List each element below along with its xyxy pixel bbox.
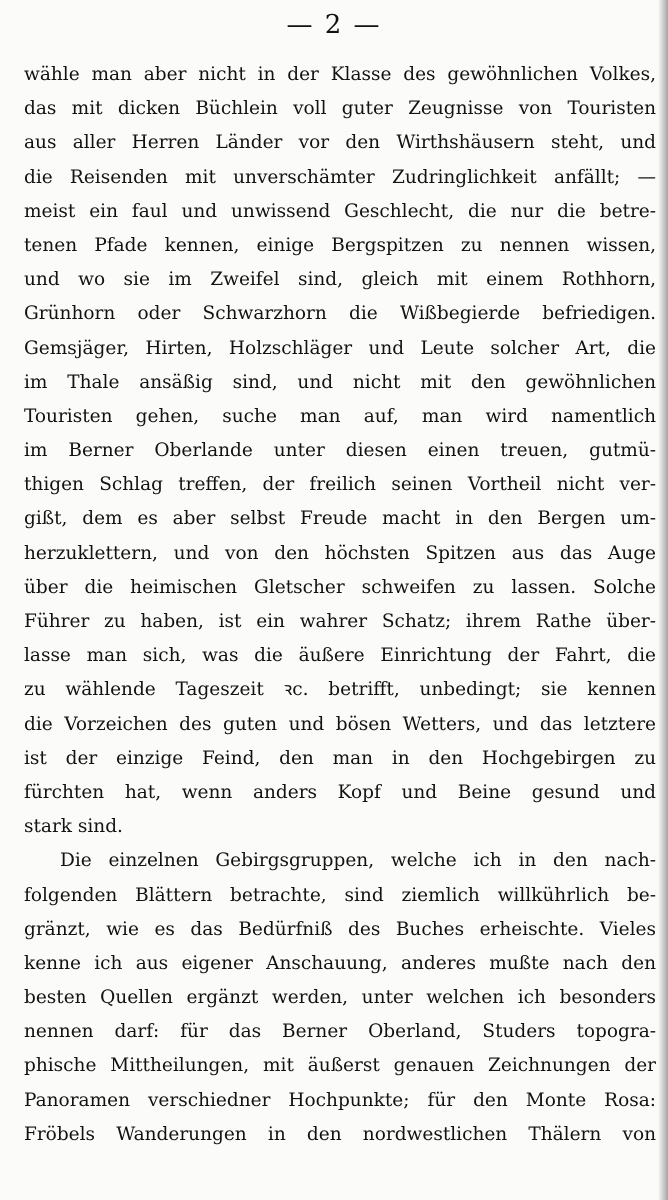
page-number: — 2 —: [286, 10, 382, 40]
text-line: die Reisenden mit unverschämter Zudringlichkeit anfällt; —: [24, 166, 656, 188]
page-edge-shadow: [658, 0, 668, 1200]
text-line: Gemsjäger, Hirten, Holzschläger und Leute solcher Art, die: [24, 337, 656, 359]
text-line: zu wählende Tageszeit ꝛc. betrifft, unbedingt; sie kennen: [24, 679, 656, 701]
text-line: besten Quellen ergänzt werden, unter welchen ich besonders: [24, 987, 656, 1009]
text-line: über die heimischen Gletscher schweifen zu lassen. Solche: [24, 576, 656, 598]
text-line: die Vorzeichen des guten und bösen Wetters, und das letztere: [24, 713, 656, 735]
text-line: Grünhorn oder Schwarzhorn die Wißbegierde befriedigen.: [24, 303, 656, 325]
paragraph-end-line: stark sind.: [24, 816, 123, 838]
text-line: Panoramen verschiedner Hochpunkte; für den Monte Rosa:: [24, 1089, 656, 1111]
text-line: herzuklettern, und von den höchsten Spitzen aus das Auge: [24, 542, 656, 564]
text-line: im Berner Oberlande unter diesen einen treuen, gutmü-: [24, 440, 656, 462]
text-line: kenne ich aus eigener Anschauung, anderes mußte nach den: [24, 952, 656, 974]
text-line: lasse man sich, was die äußere Einrichtung der Fahrt, die: [24, 645, 656, 667]
text-line: im Thale ansäßig sind, und nicht mit den gewöhnlichen: [24, 371, 656, 393]
text-line: ist der einzige Feind, den man in den Hochgebirgen zu: [24, 747, 656, 769]
text-line: thigen Schlag treffen, der freilich seinen Vortheil nicht ver-: [24, 474, 656, 496]
text-line: fürchten hat, wenn anders Kopf und Beine gesund und: [24, 781, 656, 803]
text-line: Fröbels Wanderungen in den nordwestlichen Thälern von: [24, 1123, 656, 1145]
text-line: nennen darf: für das Berner Oberland, Studers topogra-: [24, 1021, 656, 1043]
text-line: gränzt, wie es das Bedürfniß des Buches erheischte. Vieles: [24, 918, 656, 940]
text-line: Führer zu haben, ist ein wahrer Schatz; ihrem Rathe über-: [24, 611, 656, 632]
text-line: tenen Pfade kennen, einige Bergspitzen zu nennen wissen,: [24, 234, 656, 256]
text-line: und wo sie im Zweifel sind, gleich mit einem Rothhorn,: [24, 269, 656, 291]
text-line: meist ein faul und unwissend Geschlecht, die nur die betre-: [24, 200, 656, 222]
body-text: [24, 58, 656, 1152]
paragraph-start-line: Die einzelnen Gebirgsgruppen, welche ich in den nach-: [60, 850, 656, 872]
text-line: gißt, dem es aber selbst Freude macht in den Bergen um-: [24, 508, 656, 530]
text-line: aus aller Herren Länder vor den Wirthshäusern steht, und: [24, 132, 656, 154]
text-line: folgenden Blättern betrachte, sind ziemlich willkührlich be-: [24, 884, 656, 906]
text-line: Touristen gehen, suche man auf, man wird namentlich: [24, 405, 656, 427]
text-line: phische Mittheilungen, mit äußerst genauen Zeichnungen der: [24, 1055, 656, 1077]
text-line: das mit dicken Büchlein voll guter Zeugnisse von Touristen: [24, 98, 656, 120]
text-line: wähle man aber nicht in der Klasse des gewöhnlichen Volkes,: [24, 64, 656, 85]
